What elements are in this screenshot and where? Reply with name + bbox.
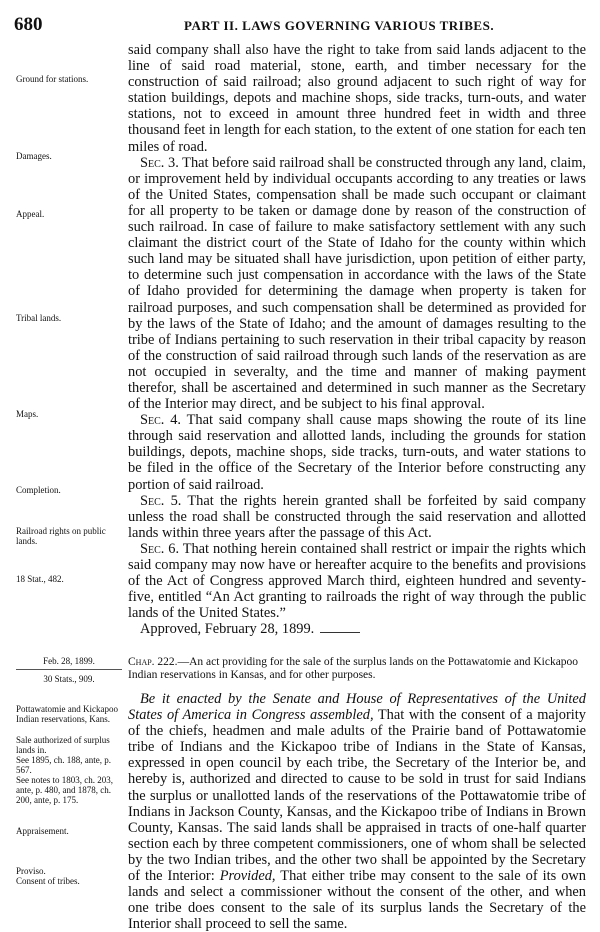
section-6-text: That nothing herein contained shall restrict or impair the rights which said company may now have or hereafter acquire to the benefits and provisions of the Act of Congress approved March third, eighteen hundred and seventy-five, entitled “An Act granting to railroads the right of way through the public lands of the United States.”: [128, 540, 586, 622]
section-5: [128, 493, 586, 541]
margin-note-pottawatomie: Pottawatomie and Kickapoo Indian reservations, Kans.: [16, 704, 118, 724]
margin-note-stat-ref: 18 Stat., 482.: [16, 574, 64, 584]
margin-note-sale: Sale authorized of surplus lands in.: [16, 735, 110, 755]
section-4-text: That said company shall cause maps showing the route of its line through said reservation and allotted lands, including the grounds for station buildings, depots, machine shops, side tracks, turn-outs, and water stations to be filed in the office of the Secretary of the Interior before constructing any portion of said railroad.: [128, 412, 586, 493]
margin-note-maps: Maps.: [16, 409, 39, 419]
section-4: [128, 412, 586, 492]
section-5-label: Sec. 5.: [140, 492, 182, 509]
paragraph-station-grounds: said company shall also have the right to take from said lands adjacent to the line of said road material, stone, earth, and timber necessary for the construction of said railroad; also ground adjacent to such right of way for station buildings, depots and machine shops, side tracks, turn-outs, and water stations, not to exceed in amount three hundred feet in width and three thousand feet in length for each station, to the extent of one station for each ten miles of road.: [128, 42, 586, 155]
margin-note-appraisement: Appraisement.: [16, 826, 69, 836]
act-statute-ref: 30 Stats., 909.: [43, 674, 95, 684]
running-title: PART II. LAWS GOVERNING VARIOUS TRIBES.: [184, 18, 495, 33]
enactment-body: That with the consent of a majority of the chiefs, headmen and male adults of the Prairie band of Pottawatomie tribe of Indians and the Kickapoo tribe of Indians in the State of Kansas, expressed in open council by each tribe, the Secretary of the Interior be, and hereby is, authorized and directed to cause to be sold in trust for said Indians the surplus or unallotted lands of the reservations of the Pottawatomie tribe of Indians in Jackson County, Kansas, and the Kickapoo tribe of Indians in Brown County, Kansas. The said lands shall be appraised in tracts of one-half quarter section each by three competent commissioners, one of whom shall be selected by the two Indian tribes, and the other two shall be appointed by the Secretary of the Interior:: [128, 707, 586, 885]
margin-note-see-1895: See 1895, ch. 188, ante, p. 567.: [16, 755, 111, 775]
margin-note-tribal-lands: Tribal lands.: [16, 313, 62, 323]
approved-line: Approved, February 28, 1899.: [140, 621, 315, 638]
section-3: [128, 155, 586, 413]
chapter-heading: [128, 656, 586, 682]
section-3-text: That before said railroad shall be constructed through any land, claim, or improvement held by individual occupants according to any treaties or laws of the United States, compensation shall be made such occupant or claimant for all property to be taken or damage done by reason of the construction of such railroad. In case of failure to make satisfactory settlement with any such claimant the district court of the State of Idaho for the county within which such land may be situated shall have jurisdiction, upon petition of either party, to determine such just compensation in accordance with the laws of the State of Idaho provided for determining the damage when property is taken for railroad purposes, and such compensation shall be determined as provided for by the laws of the State of Idaho; and the amount of damages resulting to the tribe of Indians pertaining to such reservation in their tribal capacity by reason of the construction of said railroad through such lands of the reservation as are not occupied in severalty, and the time and manner of making payment therefor, shall be ascertained and determined in such manner as the Secretary of the Interior may direct, and be subject to his final approval.: [128, 154, 586, 413]
section-6: [128, 541, 586, 621]
margin-note-consent: Consent of tribes.: [16, 876, 80, 886]
margin-note-ground: Ground for stations.: [16, 74, 89, 84]
enactment-paragraph: [128, 691, 586, 932]
margin-note-railroad-rights: Railroad rights on public lands.: [16, 526, 106, 546]
page-header: [14, 14, 586, 36]
margin-note-completion: Completion.: [16, 485, 61, 495]
main-text: [128, 42, 586, 637]
margin-note-damages: Damages.: [16, 151, 52, 161]
section-6-label: Sec. 6.: [140, 540, 180, 557]
provided-word: Provided,: [219, 868, 276, 885]
enactment-text: [128, 691, 586, 932]
section-divider: [320, 632, 360, 633]
chapter-label: Chap. 222.: [128, 656, 178, 668]
margin-note-see-notes: See notes to 1803, ch. 203, ante, p. 480, and 1878, ch. 200, ante, p. 175.: [16, 775, 113, 805]
chapter-title: —An act providing for the sale of the surplus lands on the Pottawatomie and Kickapoo Indian reservations in Kansas, and for other purposes.: [128, 656, 579, 681]
act-date: Feb. 28, 1899.: [16, 656, 122, 670]
section-5-text: That the rights herein granted shall be forfeited by said company unless the road shall be constructed through the said reservation and allotted lands within three years after the passage of this Act.: [128, 492, 586, 541]
proviso-text: That either tribe may consent to the sale of its own lands and select a commissioner without the consent of the other, and when one tribe does consent to the sale of its surplus lands the Secretary of the Interior shall proceed to sell the same.: [128, 868, 586, 932]
margin-note-proviso: Proviso.: [16, 866, 46, 876]
section-4-label: Sec. 4.: [140, 412, 182, 429]
section-3-label: Sec. 3.: [140, 154, 179, 171]
enacting-clause: Be it enacted by the Senate and House of Representatives of the United States of America in Congress assembled,: [128, 691, 586, 724]
page-number: 680: [14, 14, 43, 35]
margin-note-appeal: Appeal.: [16, 209, 45, 219]
act-date-box: [16, 656, 122, 684]
